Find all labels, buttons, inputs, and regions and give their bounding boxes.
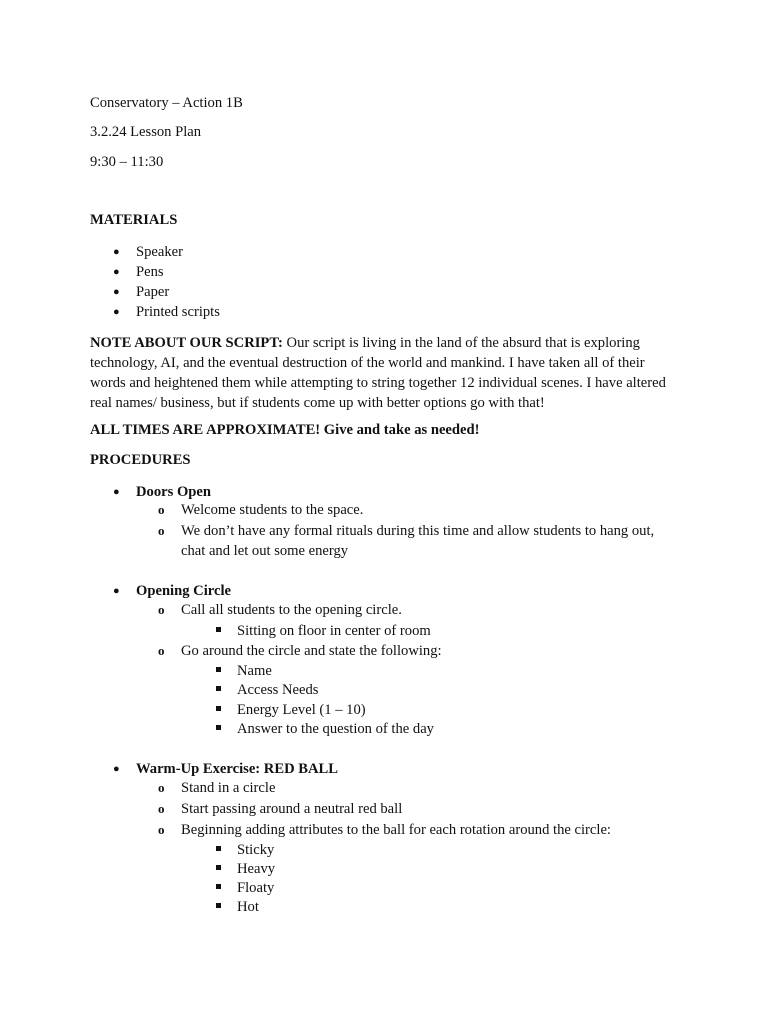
list-item: Start passing around a neutral red ball xyxy=(181,801,403,817)
square-bullet-icon xyxy=(216,686,221,691)
bullet-icon: ● xyxy=(113,763,120,775)
circle-bullet-icon: o xyxy=(158,502,165,517)
section-doors-open: Doors Open xyxy=(136,484,211,500)
circle-bullet-icon: o xyxy=(158,780,165,795)
square-bullet-icon xyxy=(216,706,221,711)
sub-list-item: Name xyxy=(237,663,272,679)
list-item: Beginning adding attributes to the ball for each rotation around the circle: xyxy=(181,822,611,838)
bullet-icon: ● xyxy=(113,486,120,498)
materials-heading: MATERIALS xyxy=(90,212,178,228)
sub-list-item: Sitting on floor in center of room xyxy=(237,623,431,639)
circle-bullet-icon: o xyxy=(158,822,165,837)
square-bullet-icon xyxy=(216,846,221,851)
course-title: Conservatory – Action 1B xyxy=(90,95,243,111)
circle-bullet-icon: o xyxy=(158,801,165,816)
square-bullet-icon xyxy=(216,884,221,889)
sub-list-item: Access Needs xyxy=(237,682,319,698)
bullet-icon: ● xyxy=(113,585,120,597)
list-item: Printed scripts xyxy=(136,304,220,320)
list-item-continued: chat and let out some energy xyxy=(181,543,349,559)
script-note-text: Our script is living in the land of the absurd that is exploring technology, AI, and the eventual destruction of the world and mankind. I have taken all of their words and heightened them while attempting to string together 12 individual scenes. I have altered real names/ business, but if students come up with better options go with that! xyxy=(90,335,666,411)
list-item: Go around the circle and state the following: xyxy=(181,643,442,659)
list-item: Paper xyxy=(136,284,170,300)
bullet-icon: ● xyxy=(113,286,120,298)
lesson-date: 3.2.24 Lesson Plan xyxy=(90,124,202,140)
bullet-icon: ● xyxy=(113,246,120,258)
list-item: Speaker xyxy=(136,244,184,260)
times-note: ALL TIMES ARE APPROXIMATE! Give and take as needed! xyxy=(90,422,480,438)
script-note-label: NOTE ABOUT OUR SCRIPT: xyxy=(90,335,283,351)
list-item: Call all students to the opening circle. xyxy=(181,602,402,618)
sub-list-item: Sticky xyxy=(237,842,275,858)
sub-list-item: Hot xyxy=(237,899,259,915)
circle-bullet-icon: o xyxy=(158,602,165,617)
circle-bullet-icon: o xyxy=(158,643,165,658)
bullet-icon: ● xyxy=(113,306,120,318)
section-opening-circle: Opening Circle xyxy=(136,583,231,599)
bullet-icon: ● xyxy=(113,266,120,278)
list-item: We don’t have any formal rituals during this time and allow students to hang out, xyxy=(181,523,655,539)
circle-bullet-icon: o xyxy=(158,523,165,538)
sub-list-item: Answer to the question of the day xyxy=(237,721,434,737)
script-note xyxy=(90,333,680,413)
sub-list-item: Floaty xyxy=(237,880,275,896)
sub-list-item: Heavy xyxy=(237,861,276,877)
lesson-time: 9:30 – 11:30 xyxy=(90,154,164,170)
square-bullet-icon xyxy=(216,865,221,870)
list-item: Welcome students to the space. xyxy=(181,502,364,518)
square-bullet-icon xyxy=(216,725,221,730)
list-item: Pens xyxy=(136,264,164,280)
sub-list-item: Energy Level (1 – 10) xyxy=(237,702,366,718)
square-bullet-icon xyxy=(216,903,221,908)
section-warm-up: Warm-Up Exercise: RED BALL xyxy=(136,761,339,777)
square-bullet-icon xyxy=(216,667,221,672)
list-item: Stand in a circle xyxy=(181,780,276,796)
procedures-heading: PROCEDURES xyxy=(90,452,191,468)
square-bullet-icon xyxy=(216,627,221,632)
